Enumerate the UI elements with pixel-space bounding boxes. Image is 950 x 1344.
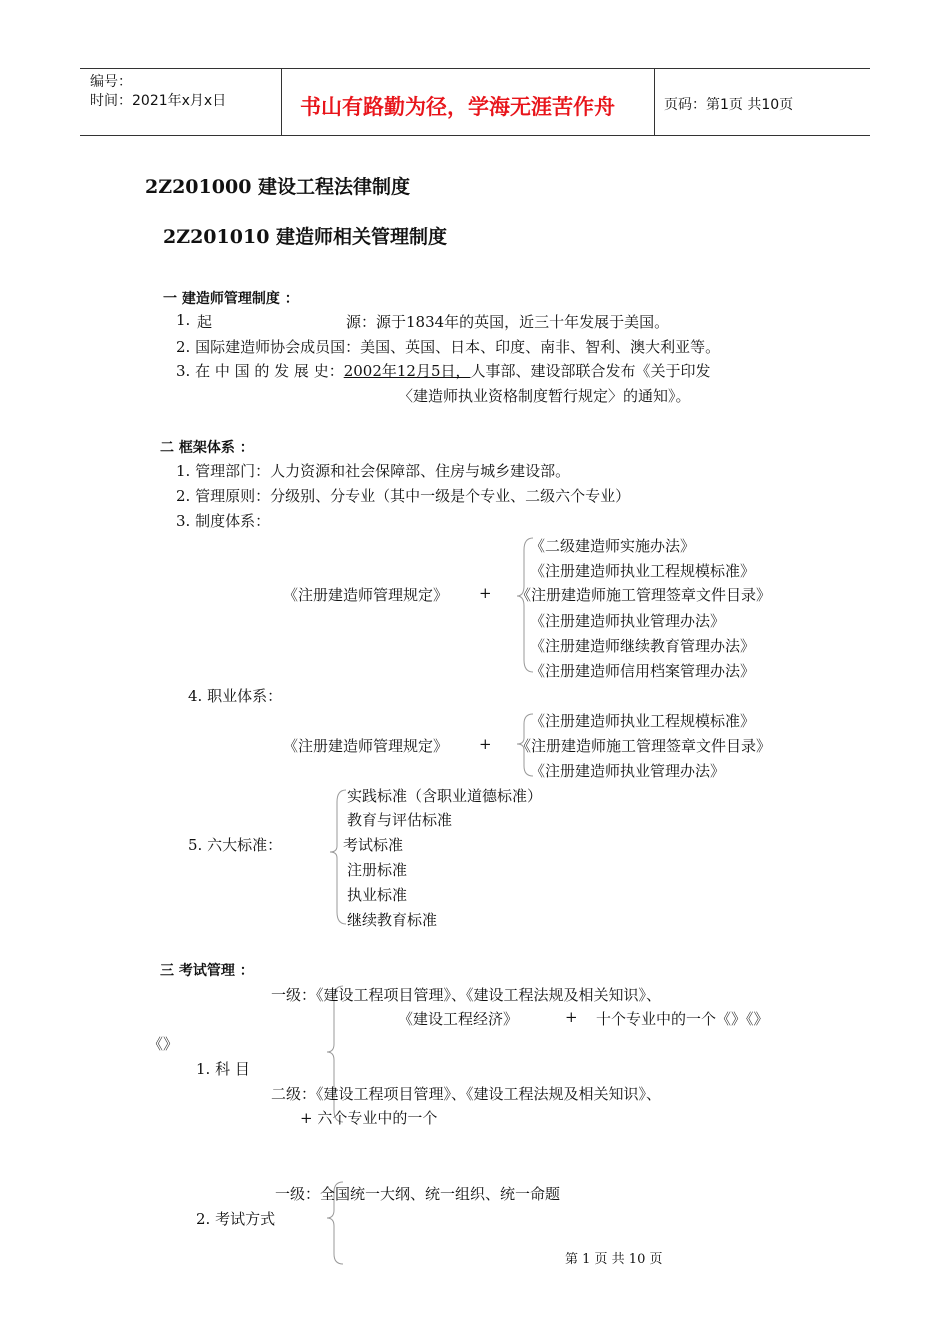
level1-line3: 《》	[148, 1035, 179, 1053]
header-page-info: 页码：第1页 共10页	[664, 97, 794, 113]
level1-line2-a: 《建设工程经济》	[398, 1010, 519, 1028]
s2-item5: 5. 六大标准：	[188, 836, 283, 854]
system-right-1: 《注册建造师执业工程规模标准》	[530, 562, 756, 580]
system-right-4: 《注册建造师继续教育管理办法》	[530, 637, 756, 655]
header-time-label: 时间：2021年x月x日	[90, 93, 227, 109]
level1-line1: 一级：《建设工程项目管理》、《建设工程法规及相关知识》、	[271, 986, 662, 1004]
s2-item2: 2. 管理原则：分级别、分专业（其中一级是个专业、二级六个专业）	[176, 487, 631, 505]
standard-1: 教育与评估标准	[347, 811, 453, 829]
system-right-2: 《注册建造师施工管理签章文件目录》	[516, 586, 772, 604]
footer-page: 第 1 页 共 10 页	[565, 1252, 663, 1267]
standards-brace	[328, 788, 348, 926]
header-number-label: 编号：	[90, 74, 132, 90]
standard-5: 继续教育标准	[347, 911, 438, 929]
s1-item1-num: 1.	[176, 311, 191, 329]
header-top-rule	[80, 68, 870, 69]
level2-line2: + 六个专业中的一个	[300, 1109, 438, 1127]
s1-item3-date: 2002年12月5日，	[343, 362, 471, 380]
section-title: 2Z201010 建造师相关管理制度	[163, 226, 448, 248]
exam-level1: 一级：全国统一大纲、统一组织、统一命题	[275, 1185, 561, 1203]
section2-heading: 二 框架体系 ：	[160, 440, 254, 456]
header-motto: 书山有路勤为径，学海无涯苦作舟	[300, 95, 615, 119]
career-right-1: 《注册建造师施工管理签章文件目录》	[516, 737, 772, 755]
subject-label: 1. 科 目	[196, 1060, 250, 1078]
career-right-2: 《注册建造师执业管理办法》	[530, 762, 726, 780]
s1-item1-right: 源：源于1834年的英国，近三十年发展于美国。	[346, 313, 670, 331]
section3-heading: 三 考试管理 ：	[160, 963, 254, 979]
standard-0: 实践标准（含职业道德标准）	[347, 787, 543, 805]
level2-line1: 二级：《建设工程项目管理》、《建设工程法规及相关知识》、	[271, 1085, 662, 1103]
header-divider-2	[654, 68, 655, 135]
career-left: 《注册建造师管理规定》	[283, 737, 449, 755]
system-left: 《注册建造师管理规定》	[283, 586, 449, 604]
section1-heading: 一 建造师管理制度 ：	[163, 291, 299, 307]
s1-item3-prefix: 3. 在 中 国 的 发 展 史：	[176, 362, 344, 380]
s2-item3: 3. 制度体系：	[176, 512, 271, 530]
exam-label: 2. 考试方式	[196, 1210, 276, 1228]
standard-4: 执业标准	[347, 886, 408, 904]
system-plus: +	[479, 584, 492, 602]
standard-3: 注册标准	[347, 861, 408, 879]
s1-item3-rest: 人事部、建设部联合发布《关于印发	[470, 362, 711, 380]
s1-item3	[176, 360, 711, 381]
header-bottom-rule	[80, 135, 870, 136]
s2-item4: 4. 职业体系：	[188, 687, 283, 705]
s1-item1-left: 起	[197, 313, 213, 331]
s1-item2: 2. 国际建造师协会成员国：美国、英国、日本、印度、南非、智利、澳大利亚等。	[176, 338, 721, 356]
system-right-0: 《二级建造师实施办法》	[530, 537, 696, 555]
s1-item3-line2: 〈建造师执业资格制度暂行规定〉的通知》。	[398, 387, 691, 405]
level1-line2-b: 十个专业中的一个《》《》	[596, 1010, 769, 1028]
standard-2: 考试标准	[343, 836, 404, 854]
s2-item1: 1. 管理部门：人力资源和社会保障部、住房与城乡建设部。	[176, 462, 571, 480]
chapter-title: 2Z201000 建设工程法律制度	[145, 176, 411, 198]
career-plus: +	[479, 735, 492, 753]
level1-line2-plus: +	[565, 1008, 578, 1026]
system-right-3: 《注册建造师执业管理办法》	[530, 612, 726, 630]
career-right-0: 《注册建造师执业工程规模标准》	[530, 712, 756, 730]
header-divider-1	[281, 68, 282, 135]
system-right-5: 《注册建造师信用档案管理办法》	[530, 662, 756, 680]
